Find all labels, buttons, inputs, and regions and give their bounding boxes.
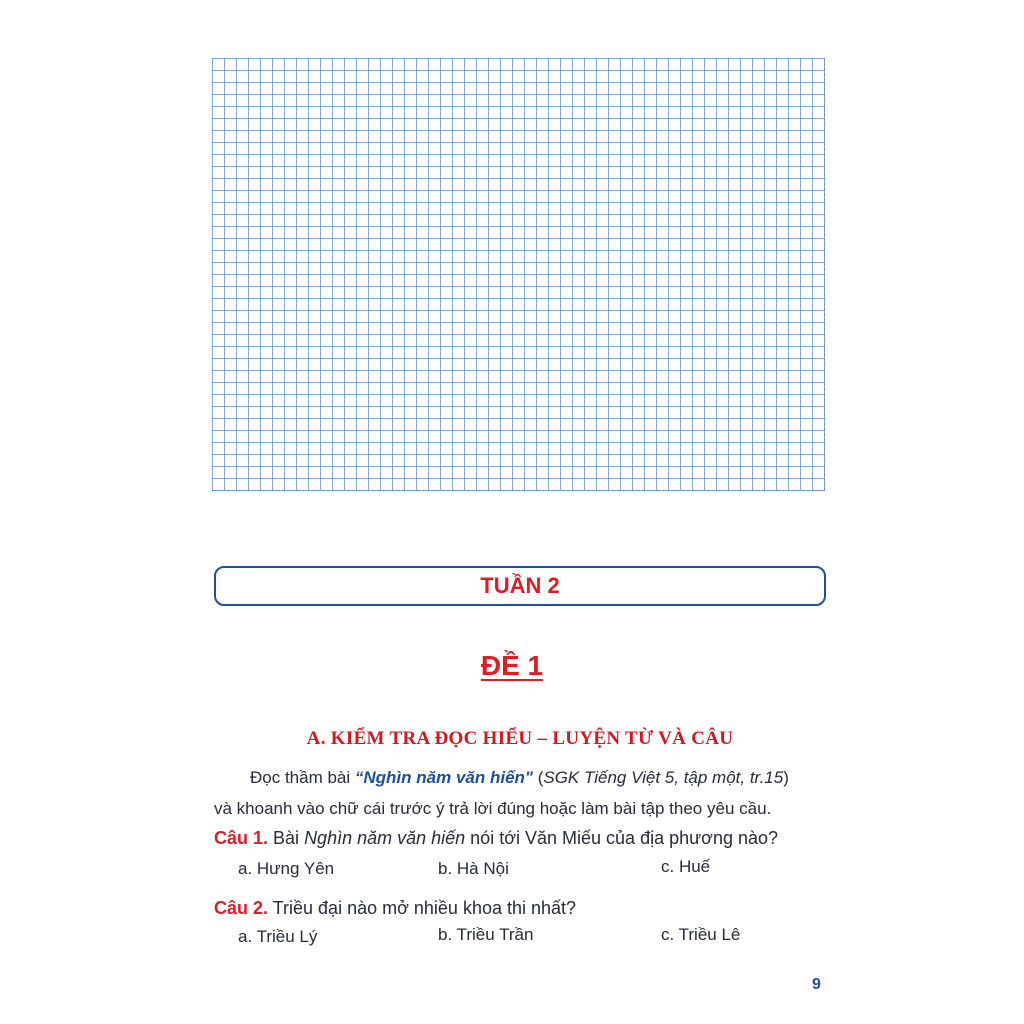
- instructions: [214, 762, 834, 824]
- week-title: TUẦN 2: [480, 573, 560, 598]
- question-text: Bài: [268, 828, 305, 848]
- question-2: [214, 898, 576, 919]
- exam-title: ĐỀ 1: [480, 650, 544, 681]
- intro-paren-open: (: [532, 768, 544, 787]
- question-text: Triều đại nào mở nhiều khoa thi nhất?: [268, 898, 577, 918]
- question-label: Câu 2.: [214, 898, 269, 918]
- option: b. Triều Trần: [438, 925, 534, 944]
- week-banner: [214, 566, 826, 606]
- option: c. Triều Lê: [661, 925, 741, 944]
- intro-text: Đọc thầm bài: [250, 768, 355, 787]
- lesson-title: “Nghìn năm văn hiến": [354, 768, 533, 787]
- page-number: 9: [812, 976, 821, 993]
- intro-paren-close: ): [783, 768, 789, 787]
- question-text-end: nói tới Văn Miếu của địa phương nào?: [465, 828, 779, 848]
- section-title: A. KIỂM TRA ĐỌC HIỂU – LUYỆN TỪ VÀ CÂU: [306, 728, 734, 749]
- question-text-italic: Nghìn năm văn hiến: [304, 828, 466, 848]
- option: b. Hà Nội: [438, 859, 509, 878]
- question-label: Câu 1.: [214, 828, 269, 848]
- writing-grid: [212, 58, 825, 491]
- question-1: [214, 828, 778, 849]
- option: c. Huế: [661, 857, 711, 876]
- lesson-source: SGK Tiếng Việt 5, tập một, tr.15: [543, 768, 784, 787]
- option: a. Hưng Yên: [238, 859, 335, 878]
- intro-line-2: và khoanh vào chữ cái trước ý trả lời đúng hoặc làm bài tập theo yêu cầu.: [214, 799, 772, 818]
- option: a. Triều Lý: [238, 927, 318, 946]
